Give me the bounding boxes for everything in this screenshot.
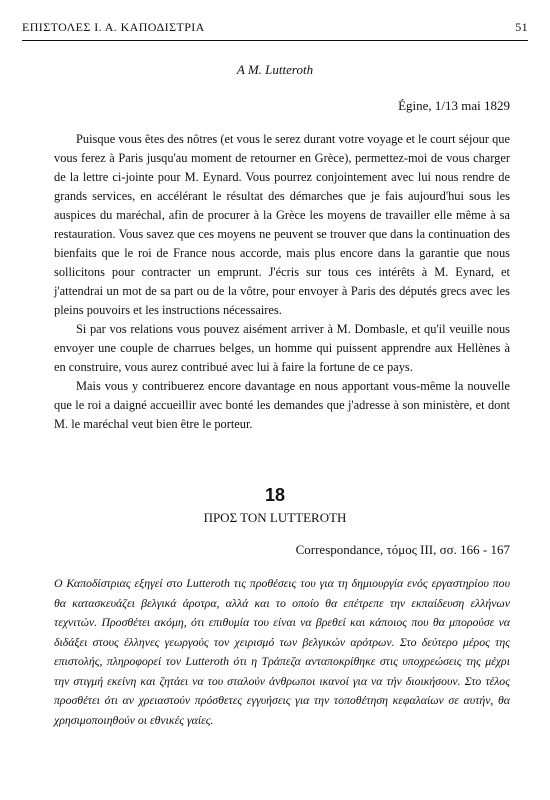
running-head bbox=[22, 20, 528, 35]
letter-body bbox=[54, 130, 510, 434]
document-source: Correspondance, τόμος III, σσ. 166 - 167 bbox=[295, 542, 510, 557]
letter-place-date: Égine, 1/13 mai 1829 bbox=[398, 98, 510, 113]
letter-paragraph: Mais vous y contribuerez encore davantage en nous apportant vous-même la nouvelle que le roi a daigné accueillir avec bonté les demandes que j'adresse à son ministère, et dont M. le maréchal veut bien être le porteur. bbox=[54, 379, 510, 431]
letter-paragraph: Puisque vous êtes des nôtres (et vous le serez durant votre voyage et le court séjour que vous ferez à Paris jusqu'au moment de retourner en Grèce), permettez-moi de vous charger de la lettre ci-jointe pour M. Eynard. Vous pourrez conjointement avec lui nous rendre de grands services, en accélérant le résultat des démarches que je fais aujourd'hui sous les auspices du maréchal, afin de procurer à la Grèce les moyens de travailler elle même à sa restauration. Vous savez que ces moyens ne peuvent se trouver que dans la continuation des bienfaits que le roi de France nous accorde, mais plus encore dans la garantie que nous sollicitons pour contracter un emprunt. J'écris sur tous ces intérêts à M. Eynard, et j'attendrai un mot de sa part ou de la vôtre, pour envoyer à Paris des députés grecs avec les pleins pouvoirs et les instructions nécessaires. bbox=[54, 132, 510, 317]
header-rule bbox=[22, 40, 528, 41]
running-head-title: ΕΠΙΣΤΟΛΕΣ Ι. Α. ΚΑΠΟΔΙΣΤΡΙΑ bbox=[22, 20, 205, 34]
page-number: 51 bbox=[515, 20, 528, 34]
letter-addressee: A M. Lutteroth bbox=[236, 62, 314, 77]
document-heading: ΠΡΟΣ ΤΟΝ LUTTEROTH bbox=[203, 510, 347, 525]
document-number: 18 bbox=[264, 485, 286, 505]
document-summary bbox=[54, 574, 510, 730]
letter-paragraph: Si par vos relations vous pouvez aisément arriver à M. Dombasle, et qu'il veuille nous envoyer une couple de charrues belges, un homme qui puissent apprendre aux Hellènes à en construire, vous aurez contribué avec lui à faire la fortune de ce pays. bbox=[54, 322, 510, 374]
summary-paragraph: Ο Καποδίστριας εξηγεί στο Lutteroth τις προθέσεις του για τη δημιουργία ενός εργαστηρίου που θα κατασκευάζει βελγικά άροτρα, αλλά και το οποίο θα επέτρεπε την εκπαίδευση ελλήνων τεχνιτών. Προσθέτει ακόμη, ότι επιθυμία του είναι να βρεθεί και κάποιος που θα μπορούσε να διδάξει στους έλληνες γεωργούς τον χειρισμό των βελγικών αρότρων. Στο δεύτερο μέρος της επιστολής, πληροφορεί τον Lutteroth ότι η Τράπεζα ανταποκρίθηκε στις υποχρεώσεις της μέχρι την στιγμή εκείνη και ζητάει να του σταλούν άνθρωποι ικανοί για να τήν διοικήσουν. Στο τέλος προσθέτει ότι αν χρειαστούν πρόσθετες εγγυήσεις για την τοποθέτηση κεφαλαίων σε αυτήν, θα χρησιμοποιηθούν οι εθνικές γαίες. bbox=[54, 576, 510, 727]
